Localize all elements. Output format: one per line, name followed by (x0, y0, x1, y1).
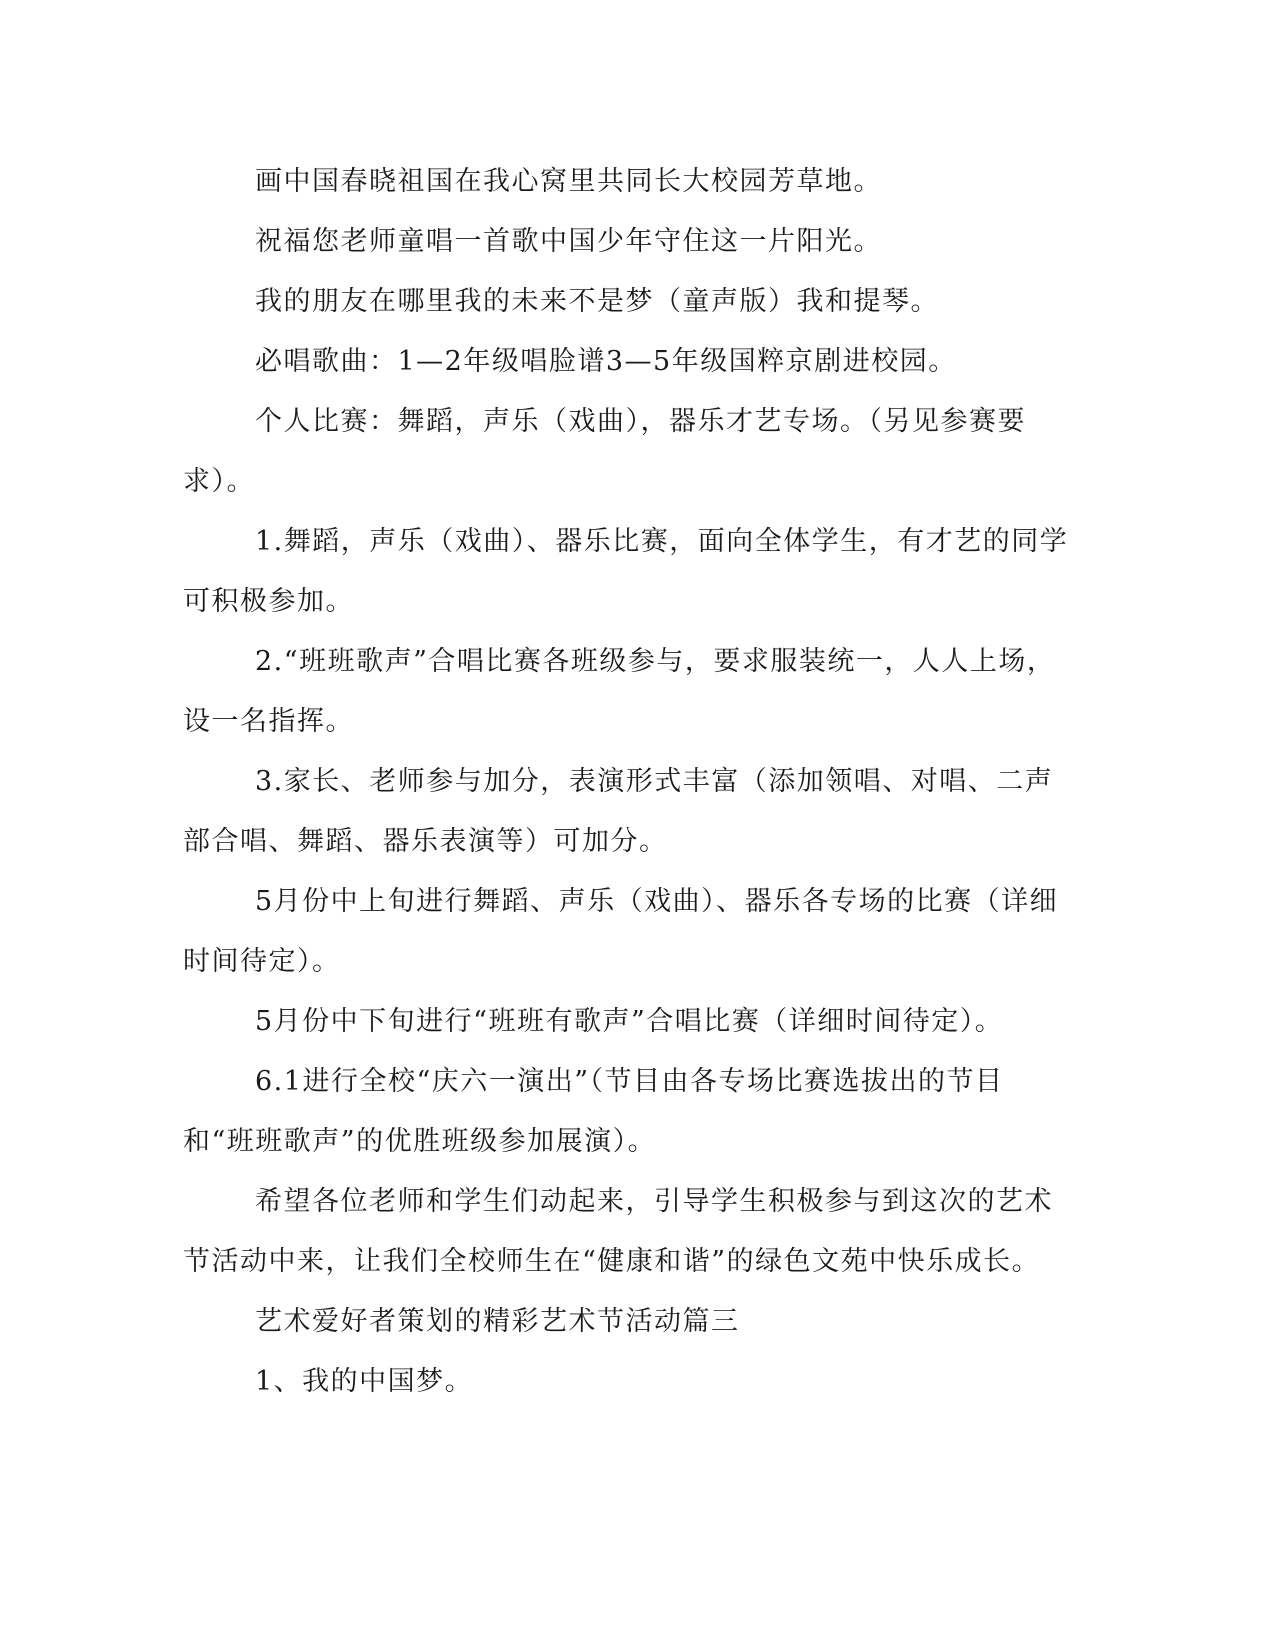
paragraph-5: 个人比赛：舞蹈，声乐（戏曲），器乐才艺专场。（另见参赛要求）。 (183, 406, 1026, 497)
paragraph-7: 2.“班班歌声”合唱比赛各班级参与，要求服装统一，人人上场，设一名指挥。 (183, 646, 1056, 737)
paragraph-3: 我的朋友在哪里我的未来不是梦（童声版）我和提琴。 (255, 286, 939, 317)
document-body (183, 152, 1073, 1412)
paragraph-2: 祝福您老师童唱一首歌中国少年守住这一片阳光。 (255, 226, 882, 257)
paragraph-12: 希望各位老师和学生们动起来，引导学生积极参与到这次的艺术节活动中来，让我们全校师生在“健康和谐”的绿色文苑中快乐成长。 (183, 1186, 1053, 1277)
section-heading: 艺术爱好者策划的精彩艺术节活动篇三 (255, 1306, 740, 1337)
paragraph-14: 1、我的中国梦。 (255, 1366, 474, 1397)
paragraph-4: 必唱歌曲：1—2年级唱脸谱3—5年级国粹京剧进校园。 (255, 346, 957, 377)
paragraph-1: 画中国春晓祖国在我心窝里共同长大校园芳草地。 (255, 166, 882, 197)
paragraph-9: 5月份中上旬进行舞蹈、声乐（戏曲）、器乐各专场的比赛（详细时间待定）。 (183, 886, 1059, 977)
paragraph-11: 6.1进行全校“庆六一演出”（节目由各专场比赛选拔出的节目和“班班歌声”的优胜班级参加展演）。 (183, 1066, 1004, 1157)
paragraph-10: 5月份中下旬进行“班班有歌声”合唱比赛（详细时间待定）。 (255, 1006, 1004, 1037)
paragraph-6: 1.舞蹈，声乐（戏曲）、器乐比赛，面向全体学生，有才艺的同学可积极参加。 (183, 526, 1069, 617)
paragraph-8: 3.家长、老师参与加分，表演形式丰富（添加领唱、对唱、二声部合唱、舞蹈、器乐表演等）可加分。 (183, 766, 1054, 857)
